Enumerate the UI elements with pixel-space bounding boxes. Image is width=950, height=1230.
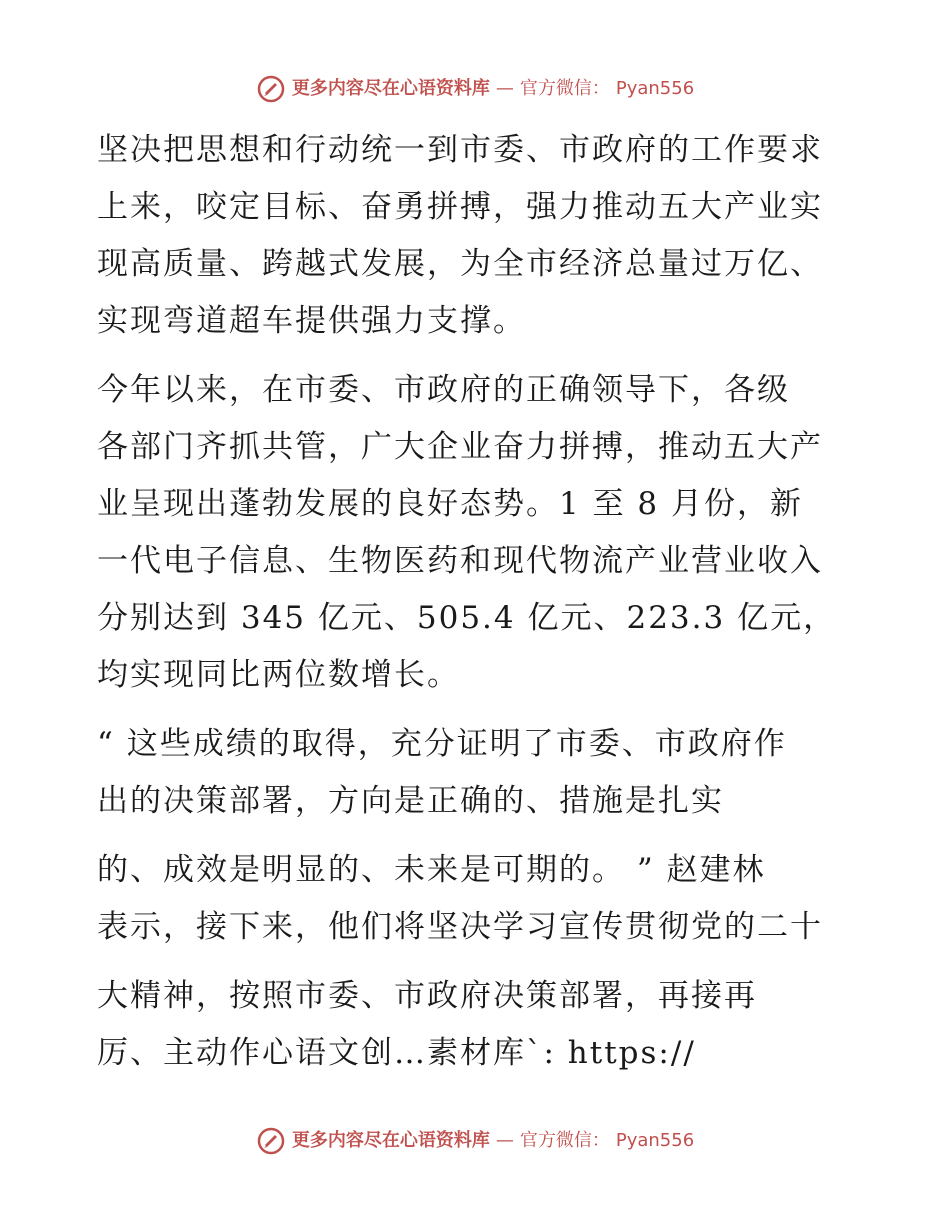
text-line: 坚决把思想和行动统一到市委、市政府的工作要求 bbox=[97, 132, 823, 168]
footer-separator: — bbox=[495, 1130, 514, 1151]
paragraph-2 bbox=[97, 362, 857, 704]
header-account: Pyan556 bbox=[615, 78, 695, 99]
text-line: 今年以来，在市委、市政府的正确领导下，各级 bbox=[97, 372, 790, 408]
brand-logo-icon bbox=[256, 1126, 286, 1156]
text-line: 均实现同比两位数增长。 bbox=[97, 657, 460, 693]
page-footer bbox=[0, 1126, 950, 1156]
page-header bbox=[0, 74, 950, 104]
header-brand-text: 更多内容尽在心语资料库 bbox=[291, 78, 490, 99]
footer-official-label: 官方微信： bbox=[519, 1130, 610, 1151]
text-line: 上来，咬定目标、奋勇拼搏，强力推动五大产业实 bbox=[97, 189, 823, 225]
text-line: 的、成效是明显的、未来是可期的。 ” 赵建林 bbox=[97, 852, 766, 888]
header-separator: — bbox=[495, 78, 514, 99]
text-line: 厉、主动作心语文创…素材库`: https:// bbox=[97, 1035, 696, 1071]
paragraph-spacer bbox=[97, 956, 857, 968]
text-line: “ 这些成绩的取得，充分证明了市委、市政府作 bbox=[97, 726, 787, 762]
paragraph-3 bbox=[97, 716, 857, 830]
text-line: 业呈现出蓬勃发展的良好态势。1 至 8 月份，新 bbox=[97, 486, 804, 522]
text-line: 一代电子信息、生物医药和现代物流产业营业收入 bbox=[97, 543, 823, 579]
paragraph-4 bbox=[97, 842, 857, 956]
text-line: 大精神，按照市委、市政府决策部署，再接再 bbox=[97, 978, 757, 1014]
text-line: 现高质量、跨越式发展，为全市经济总量过万亿、 bbox=[97, 246, 823, 282]
footer-account: Pyan556 bbox=[615, 1130, 695, 1151]
document-body bbox=[97, 122, 857, 1082]
text-line: 表示，接下来，他们将坚决学习宣传贯彻党的二十 bbox=[97, 909, 823, 945]
text-line: 分别达到 345 亿元、505.4 亿元、223.3 亿元， bbox=[97, 600, 837, 636]
header-official-label: 官方微信： bbox=[519, 78, 610, 99]
paragraph-5 bbox=[97, 968, 857, 1082]
paragraph-spacer bbox=[97, 830, 857, 842]
paragraph-1 bbox=[97, 122, 857, 350]
brand-logo-icon bbox=[256, 74, 286, 104]
paragraph-spacer bbox=[97, 704, 857, 716]
text-line: 实现弯道超车提供强力支撑。 bbox=[97, 303, 526, 339]
text-line: 各部门齐抓共管，广大企业奋力拼搏，推动五大产 bbox=[97, 429, 823, 465]
footer-brand-text: 更多内容尽在心语资料库 bbox=[291, 1130, 490, 1151]
paragraph-spacer bbox=[97, 350, 857, 362]
text-line: 出的决策部署，方向是正确的、措施是扎实 bbox=[97, 783, 724, 819]
